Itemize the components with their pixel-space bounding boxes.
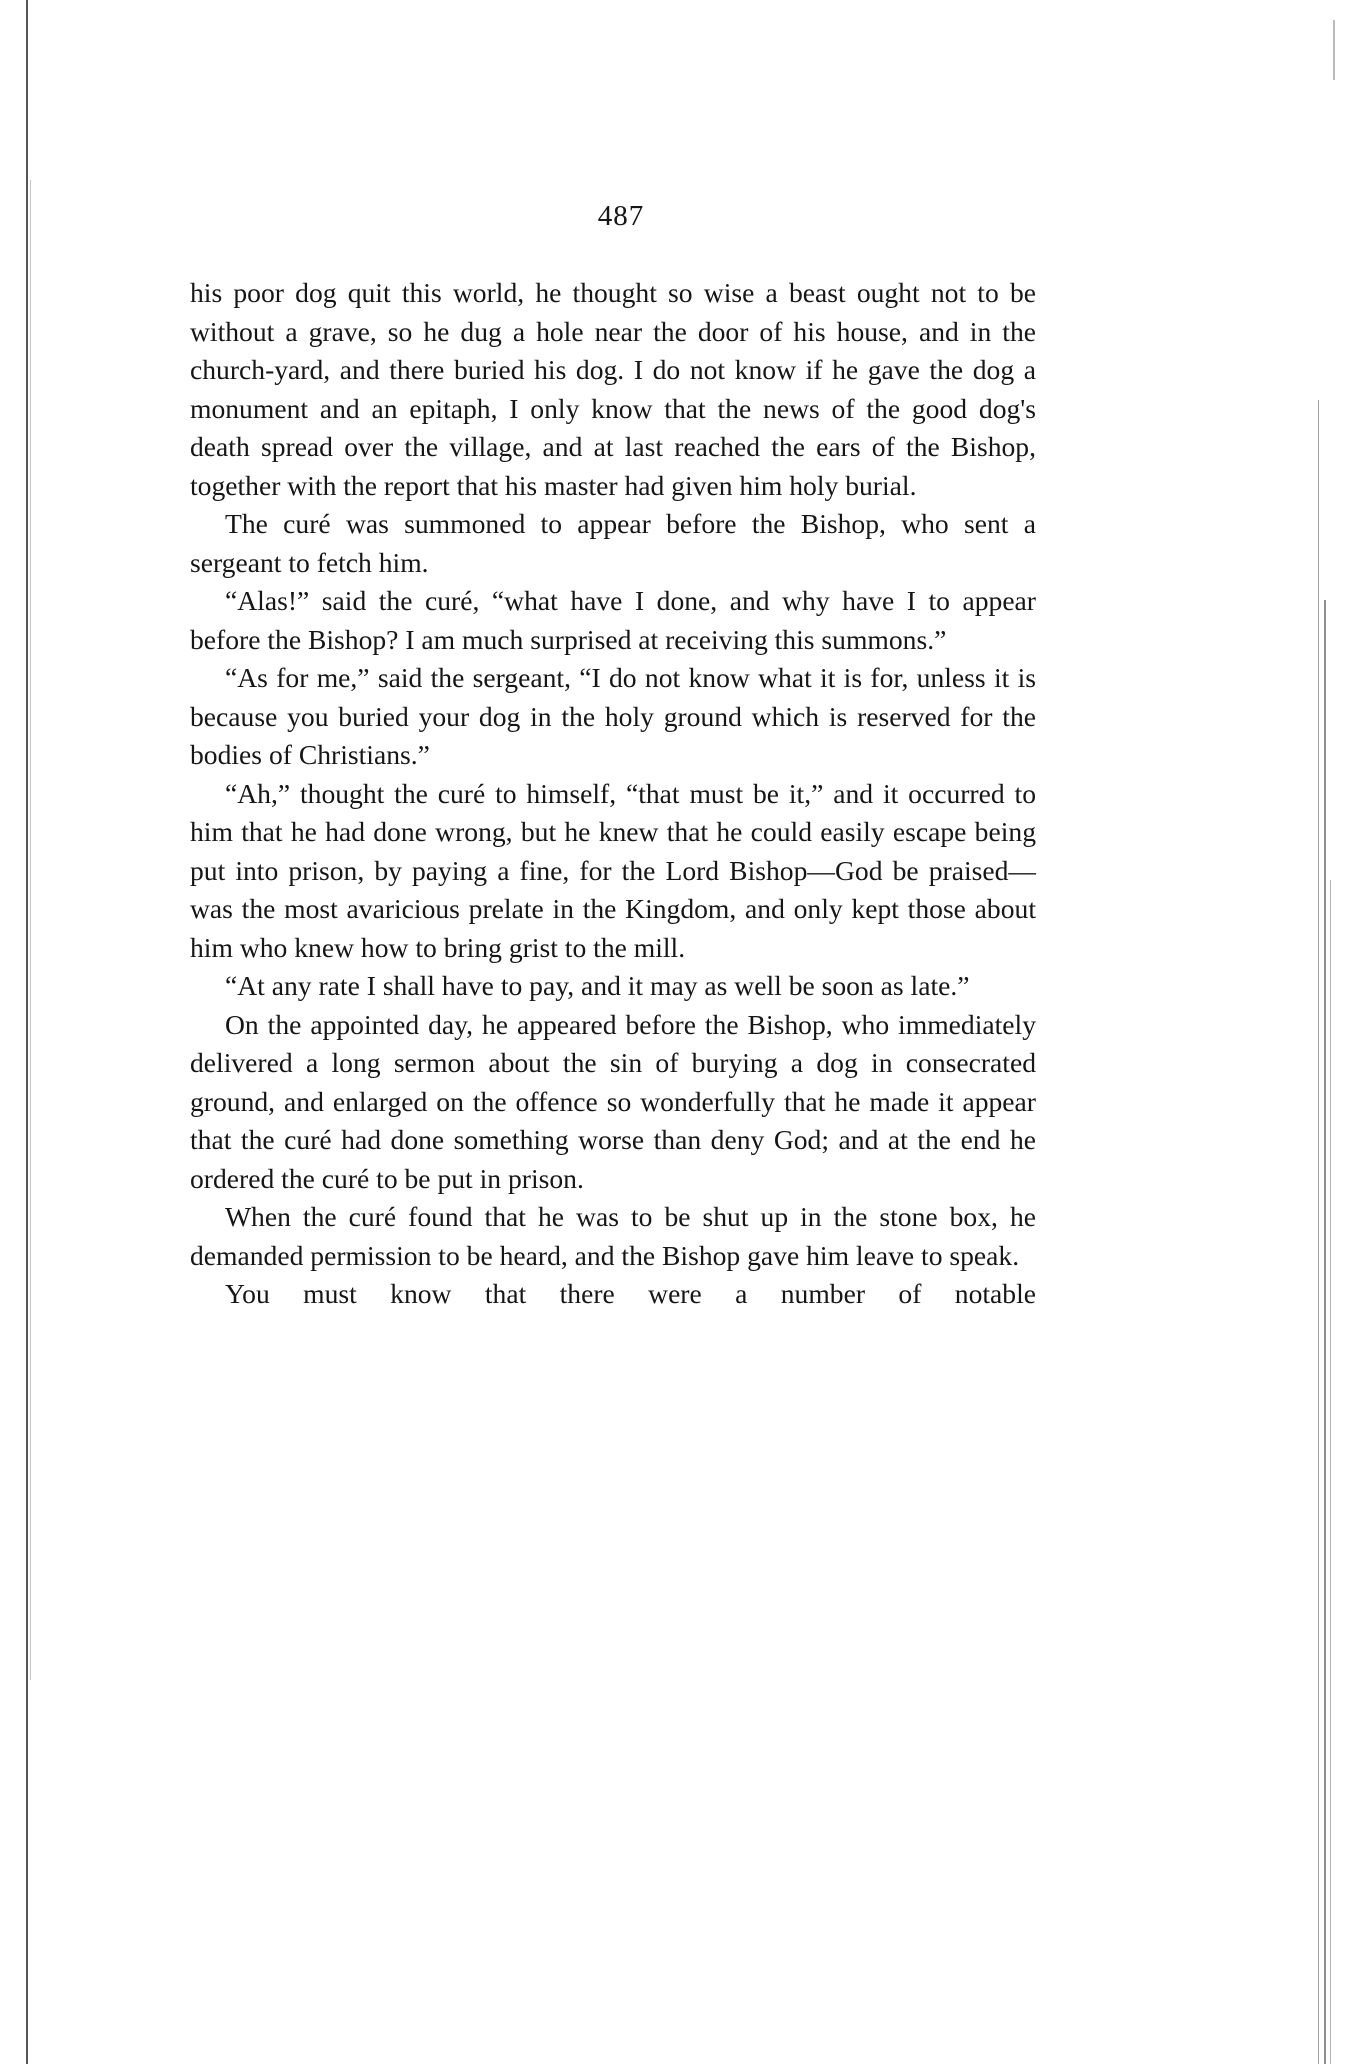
paragraph: When the curé found that he was to be shut up in the stone box, he demanded permission to be heard, and the Bishop gave him leave to speak.	[190, 1201, 1036, 1271]
paragraph: “Alas!” said the curé, “what have I done, and why have I to appear before the Bishop? I am much surprised at receiving this summons.”	[190, 585, 1036, 655]
paragraph: On the appointed day, he appeared before the Bishop, who immediately delivered a long sermon about the sin of burying a dog in consecrated ground, and enlarged on the offence so wonderfully that he made it appear that the curé had done something worse than deny God; and at the end he ordered the curé to be put in prison.	[190, 1008, 1036, 1194]
paragraph: “As for me,” said the sergeant, “I do not know what it is for, unless it is because you buried your dog in the holy ground which is reserved for the bodies of Christians.”	[190, 662, 1036, 770]
paragraph: You must know that there were a number of notable	[225, 1278, 1036, 1309]
scan-edge-right	[1318, 400, 1319, 2064]
paragraph: “At any rate I shall have to pay, and it may as well be soon as late.”	[225, 970, 970, 1001]
paragraph: his poor dog quit this world, he thought so wise a beast ought not to be without a grave, so he dug a hole near the door of his house, and in the church-yard, and there buried his dog. I do not know if he gave the dog a monument and an epitaph, I only know that the news of the good dog's death spread over the village, and at last reached the ears of the Bishop, together with the report that his master had given him holy burial.	[190, 277, 1036, 501]
body-text	[190, 274, 1036, 1314]
page-number: 487	[597, 200, 645, 232]
scan-edge-left	[26, 0, 28, 2064]
paragraph: “Ah,” thought the curé to himself, “that must be it,” and it occurred to him that he had done wrong, but he knew that he could easily escape being put into prison, by paying a fine, for the Lord Bishop—God be praised—was the most avaricious prelate in the Kingdom, and only kept those about him who knew how to bring grist to the mill.	[190, 777, 1036, 963]
paragraph: The curé was summoned to appear before the Bishop, who sent a sergeant to fetch him.	[190, 508, 1036, 578]
scan-edge-left-inner	[30, 180, 31, 1680]
scan-edge-right	[1330, 880, 1331, 2064]
scan-edge-right-top	[1333, 20, 1335, 80]
scan-edge-right	[1324, 600, 1326, 2064]
